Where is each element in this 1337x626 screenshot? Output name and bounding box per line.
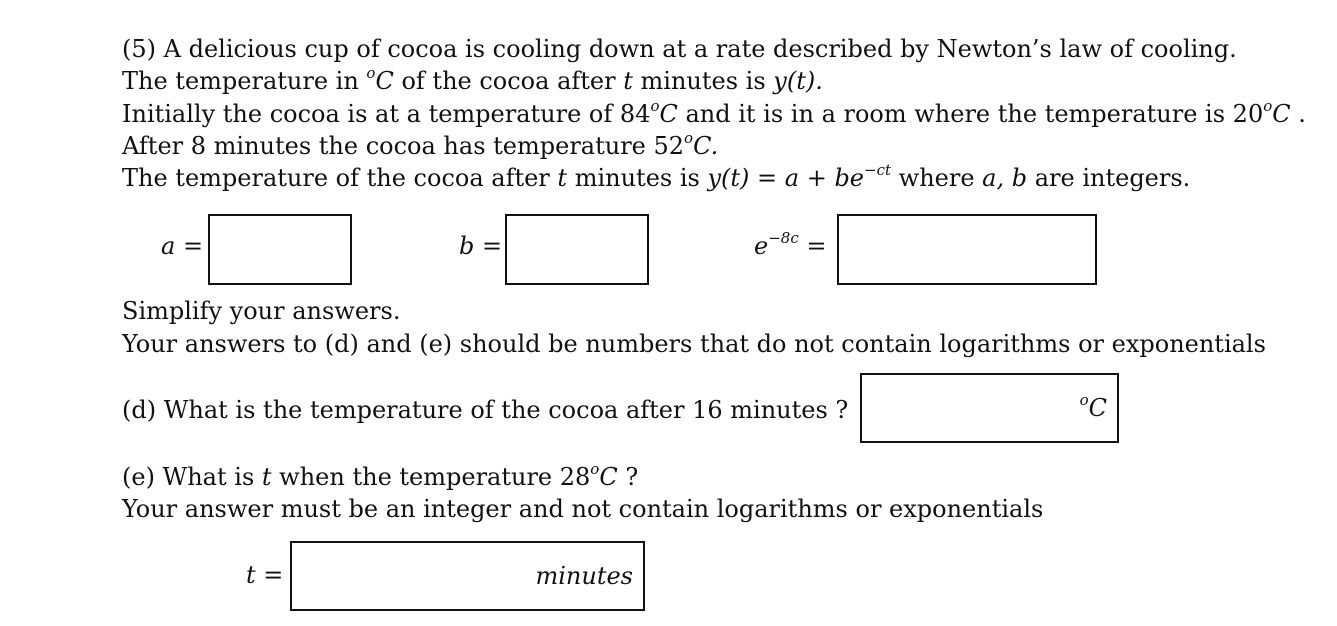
text: (e) What is xyxy=(122,463,262,491)
problem-line-4 xyxy=(122,130,718,162)
degree-symbol: o xyxy=(650,97,660,115)
text: where xyxy=(891,164,983,192)
celsius-symbol: C xyxy=(659,100,678,128)
celsius-unit xyxy=(1079,391,1107,422)
t-label: t = xyxy=(246,561,284,589)
variables-ab: a, b xyxy=(982,164,1028,192)
problem-line-2 xyxy=(122,65,823,97)
model-formula: y(t) = a + be xyxy=(707,164,865,192)
exp-label xyxy=(754,230,826,262)
b-input[interactable] xyxy=(505,214,649,285)
text: and it is in a room where the temperature is 20 xyxy=(677,100,1264,128)
problem-intro xyxy=(122,33,1237,65)
degree-symbol: o xyxy=(1263,97,1273,115)
celsius-symbol: C. xyxy=(693,132,719,160)
text: After 8 minutes the cocoa has temperature 52 xyxy=(122,132,685,160)
problem-number: (5) xyxy=(122,35,156,63)
part-e-input[interactable] xyxy=(290,541,645,611)
text: The temperature in xyxy=(122,67,367,95)
exp-input[interactable] xyxy=(837,214,1097,285)
celsius-symbol: C xyxy=(375,67,394,95)
text: The temperature of the cocoa after xyxy=(122,164,558,192)
variable-t: t xyxy=(557,164,568,192)
text: . xyxy=(1290,100,1306,128)
text: of the cocoa after xyxy=(393,67,624,95)
celsius-symbol: C xyxy=(1272,100,1291,128)
text: are integers. xyxy=(1027,164,1191,192)
text: when the temperature 28 xyxy=(271,463,591,491)
variable-t: t xyxy=(623,67,633,95)
degree-symbol: o xyxy=(684,129,694,147)
problem-line-3 xyxy=(122,98,1306,130)
b-label: b = xyxy=(459,232,503,260)
part-e-question xyxy=(122,461,638,493)
celsius-symbol: C xyxy=(1088,394,1107,422)
part-d-input[interactable] xyxy=(860,373,1119,443)
equals-sign: = xyxy=(798,232,827,260)
text: ? xyxy=(617,463,639,491)
text: minutes is xyxy=(632,67,774,95)
problem-intro-text: A delicious cup of cocoa is cooling down at a rate described by Newton’s law of cooling. xyxy=(163,35,1237,63)
a-label: a = xyxy=(161,232,204,260)
degree-symbol: o xyxy=(1079,391,1089,409)
text: Initially the cocoa is at a temperature of 84 xyxy=(122,100,651,128)
part-d-question: (d) What is the temperature of the cocoa after 16 minutes ? xyxy=(122,396,849,424)
variable-t: t xyxy=(261,463,272,491)
text: minutes is xyxy=(567,164,708,192)
celsius-symbol: C xyxy=(599,463,618,491)
minutes-unit: minutes xyxy=(535,562,633,590)
exp-base: e xyxy=(754,232,769,260)
problem-line-5 xyxy=(122,162,1190,194)
degree-symbol: o xyxy=(366,64,376,82)
exp-power: −8c xyxy=(768,229,799,247)
a-input[interactable] xyxy=(208,214,352,285)
no-logs-instruction: Your answers to (d) and (e) should be numbers that do not contain logarithms or exponentials xyxy=(122,330,1266,358)
function-yt: y(t). xyxy=(773,67,823,95)
part-e-note: Your answer must be an integer and not contain logarithms or exponentials xyxy=(122,495,1044,523)
simplify-instruction: Simplify your answers. xyxy=(122,297,401,325)
formula-exponent: −ct xyxy=(864,161,892,179)
degree-symbol: o xyxy=(590,460,600,478)
